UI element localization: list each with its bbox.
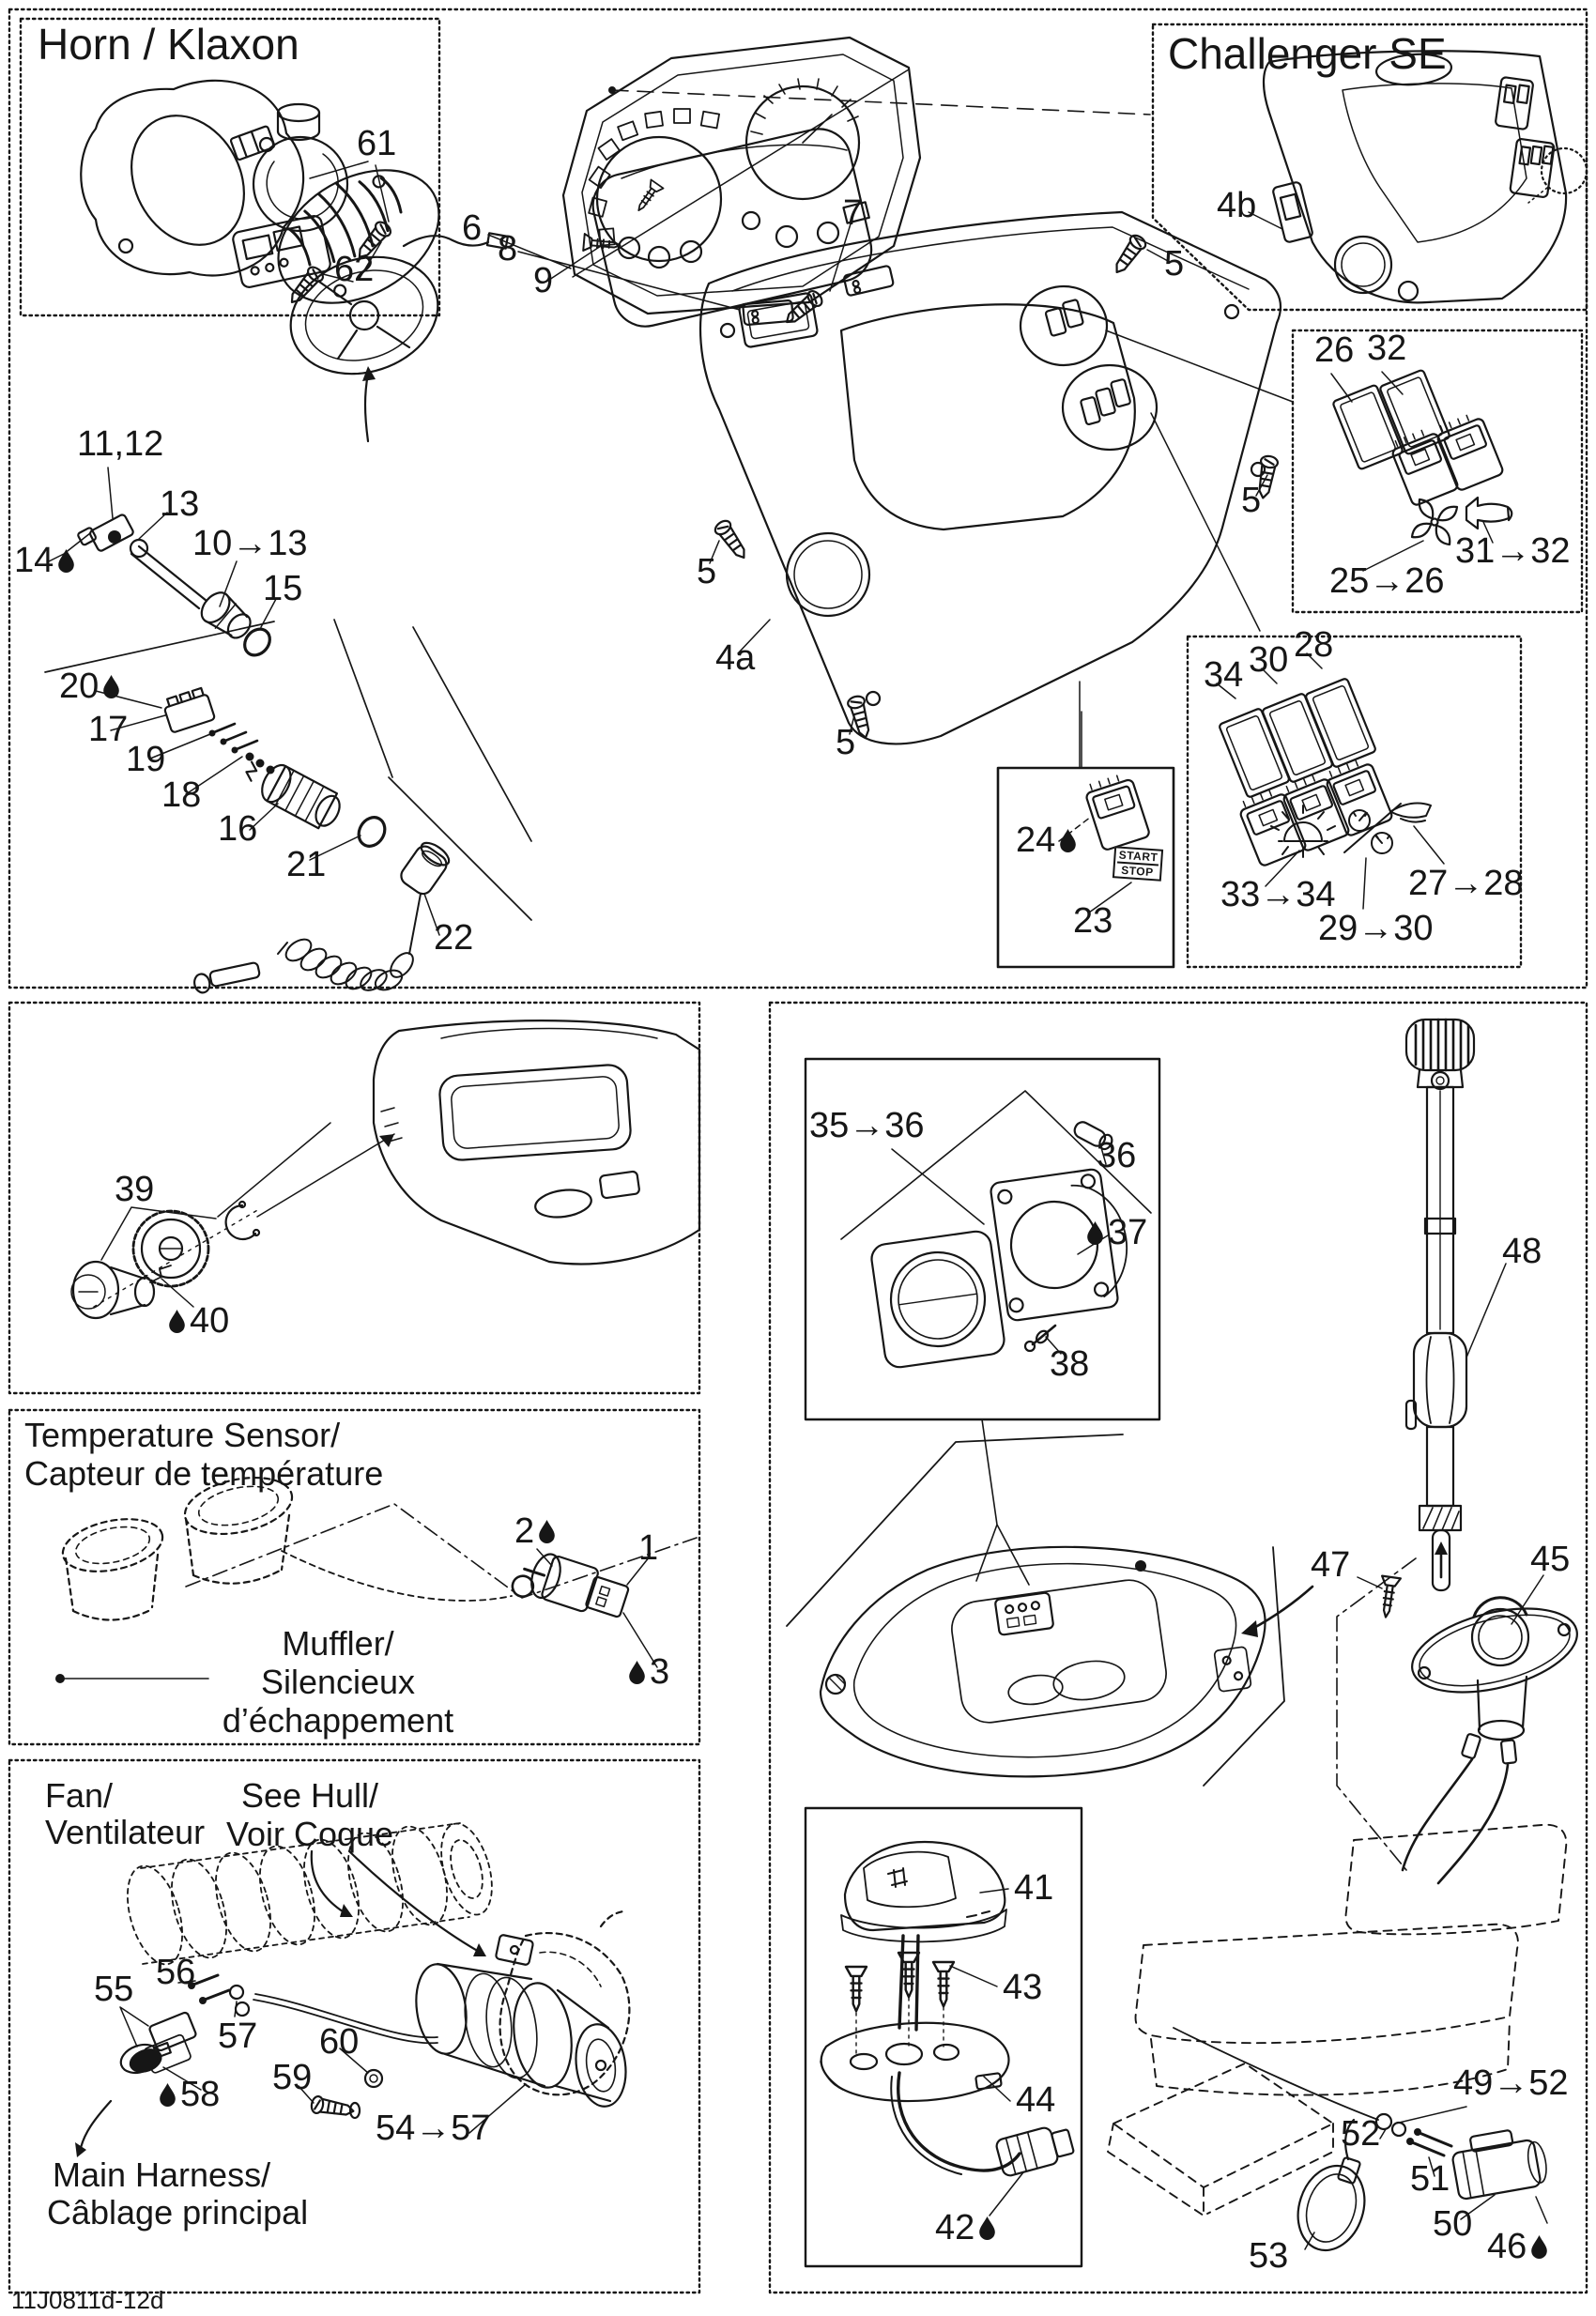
callout-14: 14 (14, 541, 76, 580)
callout-21: 21 (286, 845, 327, 884)
callout-44: 44 (1016, 2080, 1056, 2120)
callout-38: 38 (1050, 1344, 1090, 1384)
callout-15: 15 (263, 569, 303, 608)
callout-28: 28 (1294, 625, 1334, 665)
callout-5d: 5 (836, 723, 856, 762)
oil-drop-icon (1529, 2234, 1549, 2260)
callout-47: 47 (1311, 1545, 1351, 1585)
callout-9: 9 (533, 261, 554, 300)
horn-drawing (81, 81, 462, 330)
callout-5a: 5 (1164, 244, 1185, 284)
callout-55: 55 (94, 1970, 134, 2009)
oil-drop-icon (1085, 1220, 1105, 1246)
fan-motor (411, 1935, 631, 2110)
callout-42: 42 (935, 2208, 997, 2247)
start-stop-switch-plate (1113, 846, 1163, 882)
windshield-drawing (583, 123, 878, 333)
callout-50: 50 (1433, 2204, 1473, 2244)
callout-4a: 4a (715, 638, 756, 678)
callout-57: 57 (218, 2017, 258, 2056)
callout-17: 17 (88, 710, 129, 749)
callout-5c: 5 (697, 552, 717, 591)
callout-58: 58 (158, 2075, 220, 2114)
temp-sensor-part (510, 1545, 632, 1627)
stop-label: STOP (1120, 863, 1155, 880)
callout-22: 22 (434, 918, 474, 958)
start-label: START (1118, 848, 1159, 865)
ski-pylon-drawing (1406, 1020, 1506, 1590)
callout-8: 8 (498, 229, 518, 268)
callout-51: 51 (1410, 2159, 1450, 2199)
callout-40: 40 (167, 1301, 229, 1341)
callout-2: 2 (514, 1511, 557, 1551)
steering-drawing (45, 215, 531, 920)
fan-title-en: Fan/ (45, 1776, 114, 1815)
oil-drop-icon (1058, 828, 1078, 853)
callout-6: 6 (462, 208, 483, 248)
callout-30: 30 (1249, 640, 1289, 680)
seat-outline (1108, 1825, 1566, 2216)
callout-20: 20 (59, 667, 121, 706)
callout-39: 39 (115, 1170, 155, 1209)
callout-26: 26 (1314, 330, 1355, 370)
callout-23: 23 (1073, 901, 1113, 941)
callout-32: 32 (1367, 329, 1407, 368)
callout-35-36: 35→36 (809, 1106, 925, 1145)
accessory-socket-parts (71, 1202, 259, 1318)
challenger-drawing (1249, 51, 1587, 302)
gauge-cluster-drawing (488, 38, 1150, 325)
callout-7: 7 (843, 193, 864, 233)
callout-60: 60 (319, 2022, 360, 2062)
ignition-parts (96, 687, 453, 995)
callout-37: 37 (1085, 1213, 1147, 1252)
oil-drop-icon (101, 674, 121, 699)
steering-section-box (9, 1003, 699, 1393)
horn-icon (1466, 498, 1512, 529)
callout-1: 1 (638, 1528, 659, 1568)
main-harness-label-en: Main Harness/ (53, 2155, 271, 2194)
challenger-section-title: Challenger SE (1168, 29, 1447, 78)
callout-18: 18 (161, 775, 202, 815)
callout-10-13: 10→13 (192, 524, 308, 563)
callout-16: 16 (218, 809, 258, 849)
see-hull-label: See Hull/ Voir Coque (225, 1776, 394, 1853)
horn-section-title: Horn / Klaxon (38, 20, 299, 69)
callout-27-28: 27→28 (1408, 864, 1524, 903)
callout-41: 41 (1014, 1868, 1054, 1908)
callout-46: 46 (1487, 2227, 1549, 2266)
document-code: 11J0811d-12d (11, 2286, 164, 2314)
callout-54-57: 54→57 (376, 2109, 491, 2148)
callout-13: 13 (160, 484, 200, 524)
hull-drawing (821, 1547, 1312, 1777)
callout-53: 53 (1249, 2236, 1289, 2276)
oil-drop-icon (56, 548, 76, 574)
callout-43: 43 (1003, 1968, 1043, 2007)
callout-56: 56 (156, 1953, 196, 1992)
callout-3: 3 (627, 1652, 669, 1692)
sun-icon (1271, 805, 1335, 857)
fan-title-fr: Ventilateur (45, 1813, 206, 1851)
oil-drop-icon (167, 1309, 187, 1334)
callout-11-12: 11,12 (77, 424, 164, 464)
callout-5b: 5 (1241, 481, 1262, 520)
callout-31-32: 31→32 (1455, 531, 1571, 571)
muffler-label: Muffler/ Silencieux d’échappement (222, 1624, 454, 1740)
callout-25-26: 25→26 (1329, 561, 1445, 601)
callout-62: 62 (334, 250, 375, 289)
temp-sensor-title-fr: Capteur de température (24, 1454, 384, 1493)
callout-48: 48 (1502, 1232, 1542, 1271)
main-harness-label-fr: Câblage principal (47, 2193, 309, 2232)
oil-drop-icon (977, 2216, 997, 2241)
oil-drop-icon (158, 2082, 177, 2108)
callout-59: 59 (272, 2058, 313, 2097)
callout-19: 19 (126, 740, 166, 779)
steering-console-rear (71, 1020, 699, 1318)
oil-drop-icon (627, 1660, 647, 1685)
temp-sensor-title-en: Temperature Sensor/ (24, 1416, 341, 1454)
callout-24: 24 (1016, 821, 1078, 860)
callout-52: 52 (1341, 2114, 1381, 2154)
callout-4b: 4b (1217, 186, 1257, 225)
callout-61: 61 (357, 124, 397, 163)
callout-45: 45 (1530, 1540, 1571, 1579)
callout-29-30: 29→30 (1318, 909, 1434, 948)
power-outlet-45 (1403, 1593, 1586, 1883)
callout-33-34: 33→34 (1220, 875, 1336, 914)
callout-34: 34 (1204, 655, 1244, 695)
callout-36: 36 (1097, 1136, 1137, 1175)
start-stop-drawing (1059, 712, 1150, 913)
callout-49-52: 49→52 (1453, 2063, 1569, 2103)
oil-drop-icon (537, 1519, 557, 1544)
fan-icon (1412, 499, 1457, 544)
